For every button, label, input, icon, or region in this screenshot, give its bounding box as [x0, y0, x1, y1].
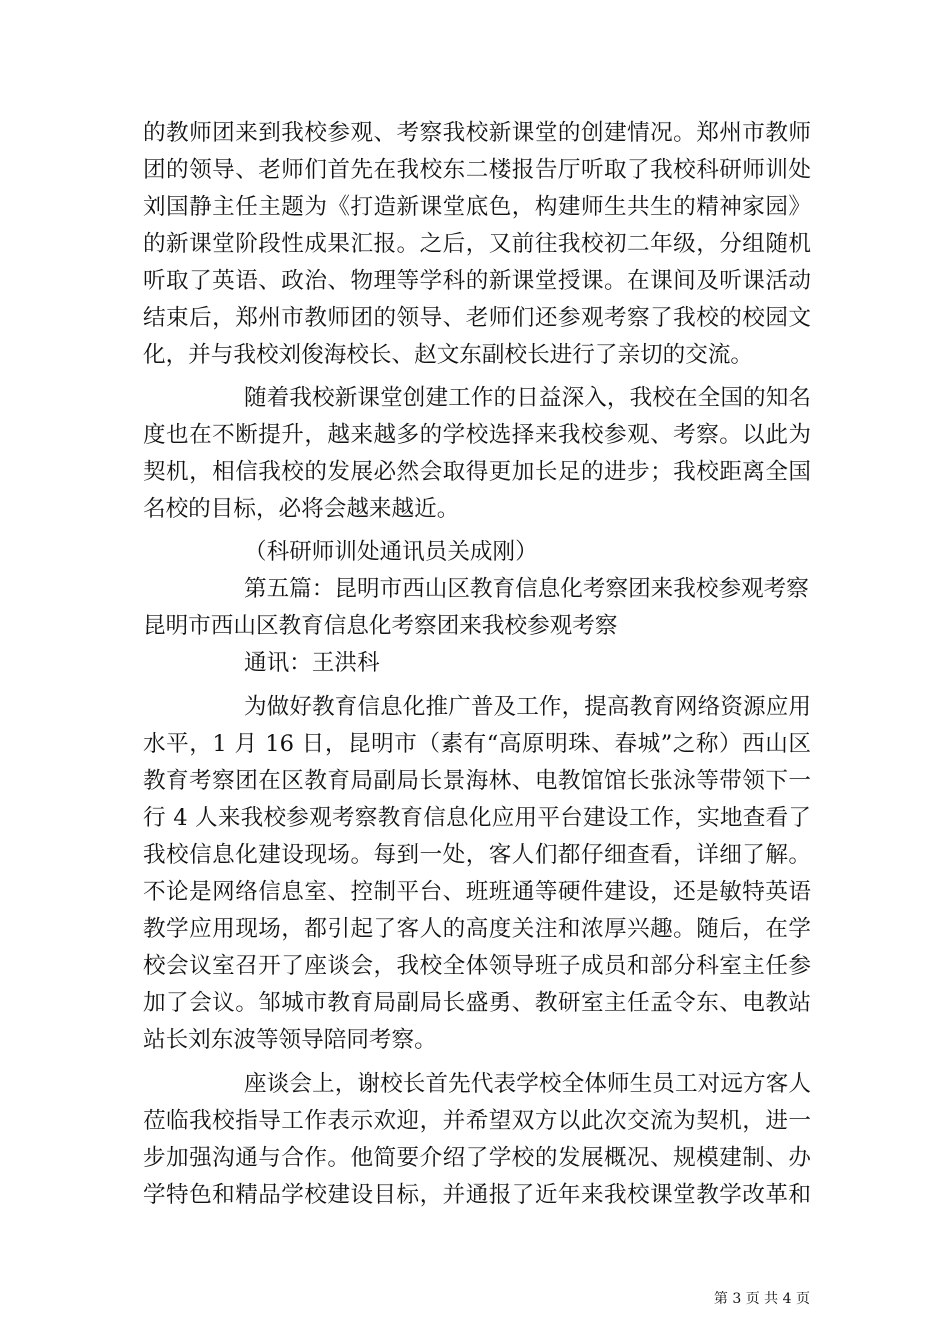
paragraph-line: 为做好教育信息化推广普及工作，提高教育网络资源应用	[244, 694, 811, 720]
paragraph-line: 团的领导、老师们首先在我校东二楼报告厅听取了我校科研师训处	[143, 157, 811, 183]
paragraph-line: 教学应用现场，都引起了客人的高度关注和浓厚兴趣。随后，在学	[143, 916, 811, 942]
paragraph-line: 契机，相信我校的发展必然会取得更加长足的进步；我校距离全国	[143, 459, 811, 485]
paragraph-line: 不论是网络信息室、控制平台、班班通等硬件建设，还是敏特英语	[143, 879, 811, 905]
paragraph-line: 名校的目标，必将会越来越近。	[143, 496, 460, 522]
paragraph-line: 结束后，郑州市教师团的领导、老师们还参观考察了我校的校园文	[143, 305, 811, 331]
paragraph-line: 的教师团来到我校参观、考察我校新课堂的创建情况。郑州市教师	[143, 120, 811, 146]
paragraph-line: 教育考察团在区教育局副局长景海林、电教馆馆长张泳等带领下一	[143, 768, 811, 794]
correspondent-credit: （科研师训处通讯员关成刚）	[244, 539, 538, 565]
paragraph-line: 度也在不断提升，越来越多的学校选择来我校参观、考察。以此为	[143, 422, 811, 448]
page-number: 第 3 页 共 4 页	[713, 1291, 810, 1307]
paragraph-line: 校会议室召开了座谈会，我校全体领导班子成员和部分科室主任参	[143, 953, 811, 979]
paragraph-line: 听取了英语、政治、物理等学科的新课堂授课。在课间及听课活动	[143, 268, 811, 294]
byline: 通讯：王洪科	[244, 650, 380, 676]
paragraph-line: 水平，1 月 16 日，昆明市（素有“高原明珠、春城”之称）西山区	[143, 731, 811, 757]
paragraph-line: 莅临我校指导工作表示欢迎，并希望双方以此次交流为契机，进一	[143, 1108, 811, 1134]
paragraph-line: 刘国静主任主题为《打造新课堂底色，构建师生共生的精神家园》	[143, 194, 811, 220]
article-title: 昆明市西山区教育信息化考察团来我校参观考察	[143, 613, 618, 639]
paragraph-line: 随着我校新课堂创建工作的日益深入，我校在全国的知名	[244, 385, 811, 411]
paragraph-line: 化，并与我校刘俊海校长、赵文东副校长进行了亲切的交流。	[143, 342, 754, 368]
paragraph-line: 加了会议。邹城市教育局副局长盛勇、教研室主任孟令东、电教站	[143, 990, 811, 1016]
paragraph-line: 座谈会上，谢校长首先代表学校全体师生员工对远方客人	[244, 1071, 811, 1097]
paragraph-line: 学特色和精品学校建设目标，并通报了近年来我校课堂教学改革和	[143, 1182, 811, 1208]
article-heading: 第五篇：昆明市西山区教育信息化考察团来我校参观考察	[244, 576, 809, 602]
paragraph-line: 站长刘东波等领导陪同考察。	[143, 1027, 437, 1053]
paragraph-line: 我校信息化建设现场。每到一处，客人们都仔细查看，详细了解。	[143, 842, 811, 868]
paragraph-line: 步加强沟通与合作。他简要介绍了学校的发展概况、规模建制、办	[143, 1145, 811, 1171]
paragraph-line: 的新课堂阶段性成果汇报。之后，又前往我校初二年级，分组随机	[143, 231, 811, 257]
paragraph-line: 行 4 人来我校参观考察教育信息化应用平台建设工作，实地查看了	[143, 805, 811, 831]
